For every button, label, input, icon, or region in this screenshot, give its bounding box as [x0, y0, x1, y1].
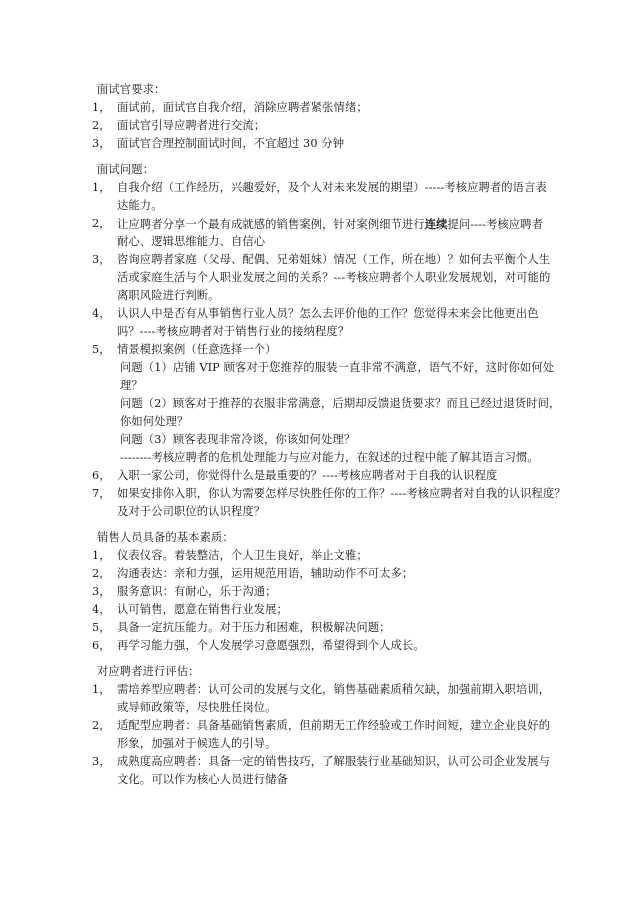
section-heading-interview-questions: 面试问题： [97, 163, 154, 176]
list-item-text: 面试前，面试官自我介绍，消除应聘者紧张情绪； [117, 101, 368, 114]
list-number: 6， [92, 639, 111, 652]
list-number: 5， [92, 343, 111, 356]
list-item-text: 认可销售，愿意在销售行业发展； [117, 603, 288, 616]
list-item-text: 成熟度高应聘者：具备一定的销售技巧，了解服装行业基础知识，认可公司企业发展与 [117, 755, 551, 768]
text-run: 提问----考核应聘者 [447, 218, 543, 231]
scenario-text: --------考核应聘者的危机处理能力与应对能力，在叙述的过程中能了解其语言习惯。 [120, 451, 539, 464]
list-item-text: 沟通表达：亲和力强，运用规范用语，辅助动作不可太多； [117, 567, 414, 580]
section-heading-basic-qualities: 销售人员具备的基本素质： [97, 531, 234, 544]
list-item-text: 离职风险进行判断。 [117, 289, 220, 302]
scenario-text: 问题（3）顾客表现非常冷谈，你该如何处理？ [120, 433, 356, 446]
bold-text-run: 连续 [424, 217, 448, 231]
scenario-text: 理？ [120, 379, 143, 392]
list-number: 1， [92, 549, 111, 562]
scenario-text: 问题（2）顾客对于推荐的衣服非常满意，后期却反馈退货要求？而且已经过退货时间， [120, 397, 561, 410]
list-item-text: 面试官引导应聘者进行交流； [117, 119, 266, 132]
list-item-text: 吗？----考核应聘者对于销售行业的接纳程度？ [117, 325, 350, 338]
list-number: 3， [92, 137, 111, 150]
list-number: 4， [92, 603, 111, 616]
list-item-text: 具备一定抗压能力。对于压力和困难，积极解决问题； [117, 621, 391, 634]
list-item-text: 形象，加强对于候选人的引导。 [117, 737, 277, 750]
scenario-text: 你如何处理？ [120, 415, 189, 428]
list-number: 4， [92, 307, 111, 320]
list-item-text: 如果安排你入职，你认为需要怎样尽快胜任你的工作？----考核应聘者对自我的认识程度？ [117, 487, 566, 500]
list-number: 1， [92, 101, 111, 114]
list-item-text: 需培养型应聘者：认可公司的发展与文化，销售基础素质稍欠缺，加强前期入职培训， [117, 683, 551, 696]
list-item-text: 耐心、逻辑思维能力、自信心 [117, 235, 266, 248]
list-item-text: 认识人中是否有从事销售行业人员？怎么去评价他的工作？您觉得未来会比他更出色 [117, 307, 539, 320]
list-number: 5， [92, 621, 111, 634]
scenario-text: 问题（1）店铺 VIP 顾客对于您推荐的服装一直非常不满意，语气不好，这时你如何处 [120, 361, 555, 374]
list-item-text: 入职一家公司，你觉得什么是最重要的？----考核应聘者对于自我的认识程度 [117, 469, 498, 482]
list-item-text: 自我介绍（工作经历，兴趣爱好，及个人对未来发展的期望）-----考核应聘者的语言表 [117, 181, 547, 194]
list-item-text: 再学习能力强，个人发展学习意愿强烈，希望得到个人成长。 [117, 639, 425, 652]
list-item-text: 服务意识：有耐心，乐于沟通； [117, 585, 277, 598]
list-number: 1， [92, 181, 111, 194]
list-number: 1， [92, 683, 111, 696]
list-number: 2， [92, 719, 111, 732]
list-item-text: 活或家庭生活与个人职业发展之间的关系？---考核应聘者个人职业发展规划，对可能的 [117, 271, 551, 284]
list-number: 3， [92, 253, 111, 266]
list-number: 6， [92, 469, 111, 482]
list-item-text: 适配型应聘者：具备基础销售素质，但前期无工作经验或工作时间短，建立企业良好的 [117, 719, 551, 732]
list-item-text: 仪表仪容。着装整洁，个人卫生良好，举止文雅； [117, 549, 368, 562]
text-run: 让应聘者分享一个最有成就感的销售案例，针对案例细节进行 [117, 218, 425, 231]
list-item-text: 及对于公司职位的认识程度？ [117, 505, 266, 518]
list-number: 3， [92, 755, 111, 768]
section-heading-interviewer-requirements: 面试官要求： [97, 83, 166, 96]
list-item-text: 咨询应聘者家庭（父母、配偶、兄弟姐妹）情况（工作，所在地）？如何去平衡个人生 [117, 253, 551, 266]
list-number: 2， [92, 217, 111, 230]
section-heading-candidate-evaluation: 对应聘者进行评估： [97, 665, 200, 678]
list-item-text: 面试官合理控制面试时间，不宜超过 30 分钟 [117, 137, 345, 150]
list-item-text [117, 217, 543, 232]
list-item-text: 情景模拟案例（任意选择一个） [117, 343, 277, 356]
list-number: 3， [92, 585, 111, 598]
list-number: 2， [92, 119, 111, 132]
list-item-text: 达能力。 [117, 199, 163, 212]
list-item-text: 文化。可以作为核心人员进行储备 [117, 773, 288, 786]
list-item-text: 或导师政策等，尽快胜任岗位。 [117, 701, 277, 714]
list-number: 7， [92, 487, 111, 500]
list-number: 2， [92, 567, 111, 580]
